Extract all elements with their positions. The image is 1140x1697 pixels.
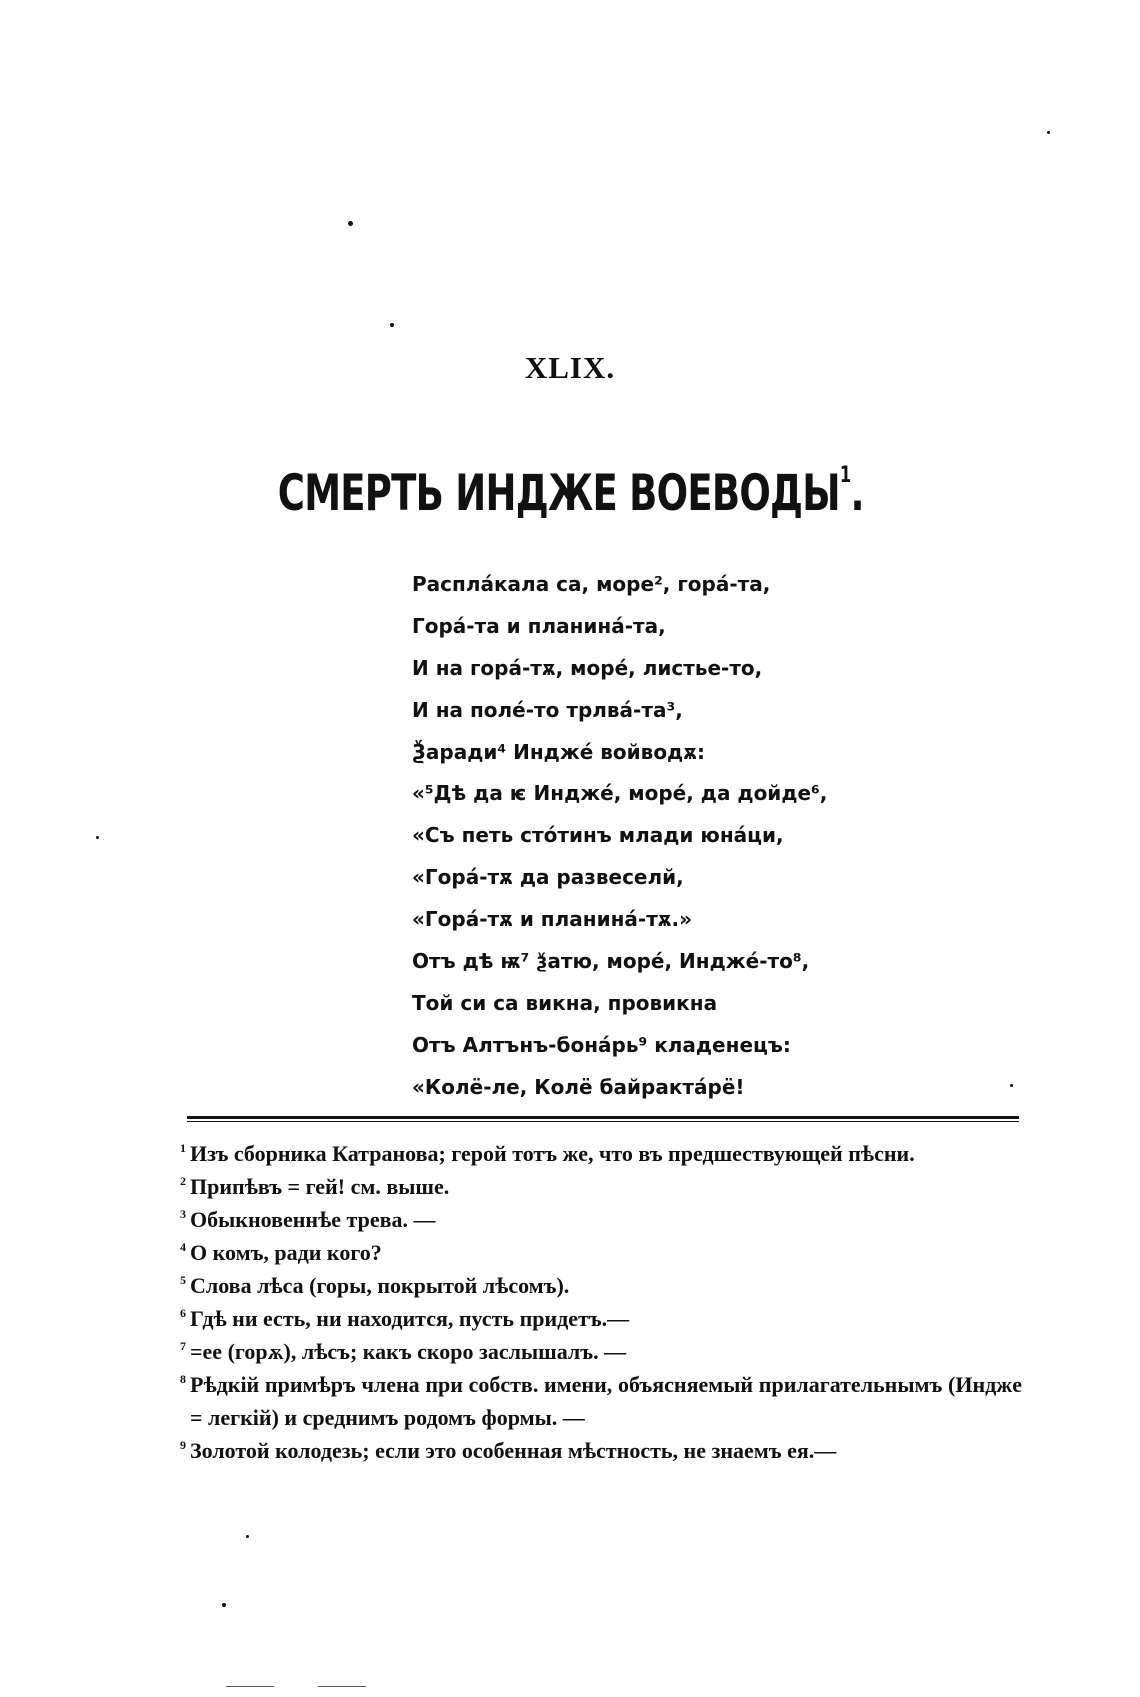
poem-line: Ѯаради⁴ Инджé войводѫ: — [412, 739, 705, 764]
poem-line: И на полé-то трлвá-та³, — [412, 697, 683, 722]
poem-line: Горá-та и планинá-та, — [412, 613, 666, 638]
print-speck — [96, 836, 99, 839]
poem-line: «Колё-ле, Колё байрактáрё! — [412, 1074, 745, 1099]
footnote-number: 7 — [180, 1339, 186, 1353]
footnote — [172, 1170, 1022, 1203]
print-speck — [222, 1603, 226, 1607]
footnote-number: 1 — [180, 1141, 186, 1155]
footnote-text: Изъ сборника Катранова; герой тотъ же, что въ предшествующей пѣсни. — [190, 1141, 915, 1166]
poem-line: Расплáкала са, море², горá-та, — [412, 572, 771, 596]
footnote-text: Золотой колодезь; если это особенная мѣстность, не знаемъ ея.— — [190, 1438, 837, 1463]
footnote — [172, 1203, 1022, 1236]
poem-line: И на горá-тѫ, море́, листье-то, — [412, 655, 763, 680]
footnote-text: Обыкновеннѣе трева. — — [190, 1207, 436, 1232]
footnotes — [172, 1137, 1022, 1467]
poem-line: «⁵Дѣ да ѥ Инджé, море́, да дойде⁶, — [412, 781, 828, 806]
print-speck — [390, 323, 394, 327]
print-speck — [1010, 1084, 1013, 1087]
footnote-number: 2 — [180, 1174, 186, 1188]
footnote — [172, 1137, 1022, 1170]
footnote — [172, 1302, 1022, 1335]
footnote-number: 8 — [180, 1372, 186, 1386]
footnote-text: =ее (горѫ), лѣсъ; какъ скоро заслышалъ. — — [190, 1339, 627, 1364]
footnote-number: 3 — [180, 1207, 186, 1221]
footnote — [172, 1236, 1022, 1269]
footnote-text: О комъ, ради кого? — [190, 1240, 382, 1265]
print-speck — [1047, 131, 1050, 134]
chapter-number: XLIX. — [524, 350, 616, 385]
footnote — [172, 1368, 1022, 1434]
footnote — [172, 1335, 1022, 1368]
print-speck — [348, 221, 353, 226]
poem-line: Отъ Алтънъ-бонáрь⁹ кладенецъ: — [412, 1032, 791, 1057]
poem-line: «Горá-тѫ да развеселй, — [412, 865, 684, 890]
poem — [412, 564, 932, 1109]
poem-line: «Горá-тѫ и планинá-тѫ.» — [412, 907, 693, 932]
page-edge-mark — [318, 1686, 366, 1687]
print-speck — [246, 1535, 249, 1538]
title-period: . — [850, 464, 864, 522]
title-note-ref: 1 — [839, 463, 851, 488]
footnote-number: 4 — [180, 1240, 186, 1254]
poem-line: Отъ дѣ ѭ⁷ ѯатю, море́, Инджé-то⁸, — [412, 949, 810, 974]
poem-line: Той си са викна, провикна — [412, 990, 718, 1015]
footnote-text: Рѣдкій примѣръ члена при собств. имени, объясняемый прилагательнымъ (Инджe = легкій) и среднимъ родомъ формы. — — [190, 1372, 1022, 1430]
footnote-text: Припѣвъ = гей! см. выше. — [190, 1174, 450, 1199]
footnote-text: Гдѣ ни есть, ни находится, пусть придетъ.— — [190, 1306, 630, 1331]
footnote-number: 5 — [180, 1273, 186, 1287]
page-edge-mark — [226, 1686, 274, 1687]
footnote — [172, 1434, 1022, 1467]
chapter-title-text: СМЕРТЬ ИНДЖЕ ВОЕВОДЫ — [277, 464, 840, 522]
poem-line: «Съ петь стóтинъ млади юнáци, — [412, 823, 784, 848]
footnote-number: 9 — [180, 1438, 186, 1452]
chapter-title — [149, 446, 993, 523]
footnote — [172, 1269, 1022, 1302]
footnote-text: Слова лѣса (горы, покрытой лѣсомъ). — [190, 1273, 570, 1298]
footnote-divider — [187, 1116, 1019, 1122]
footnote-number: 6 — [180, 1306, 186, 1320]
